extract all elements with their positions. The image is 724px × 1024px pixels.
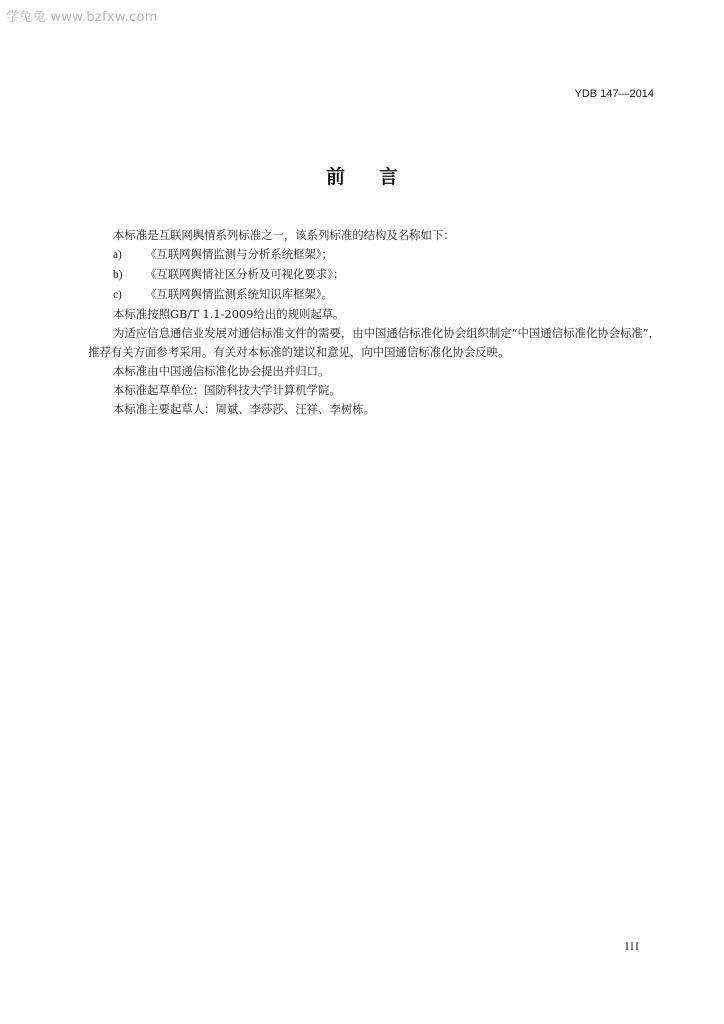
page-number: III [625, 939, 640, 953]
drafting-rules-paragraph: 本标准按照GB/T 1.1-2009给出的规则起草。 [113, 307, 345, 321]
list-item [88, 245, 660, 265]
list-marker: c) [113, 289, 122, 301]
document-body [88, 226, 660, 419]
drafting-unit-paragraph: 本标准起草单位：国防科技大学计算机学院。 [113, 383, 341, 397]
drafters-paragraph: 本标准主要起草人：周斌、李莎莎、汪祥、李树栋。 [113, 402, 375, 416]
list-marker: b) [113, 269, 123, 281]
standard-code: YDB 147—2014 [574, 88, 654, 100]
page-title: 前言 [325, 166, 432, 188]
list-item-text: 《互联网舆情监测系统知识库框架》。 [145, 287, 333, 301]
watermark-text: 学兔兔 www.bzfxw.com [6, 10, 158, 25]
intro-paragraph: 本标准是互联网舆情系列标准之一，该系列标准的结构及名称如下： [113, 228, 455, 242]
list-marker: a) [113, 249, 122, 261]
purpose-paragraph: 为适应信息通信业发展对通信标准文件的需要，由中国通信标准化协会组织制定“中国通信标准化协会标准”，推荐有关方面参考采用。有关对本标准的建议和意见，向中国通信标准化协会反映。 [88, 326, 661, 359]
list-item [88, 265, 660, 285]
proposer-paragraph: 本标准由中国通信标准化协会提出并归口。 [113, 364, 330, 378]
list-item [88, 285, 660, 305]
list-item-text: 《互联网舆情监测与分析系统框架》； [145, 247, 333, 261]
list-item-text: 《互联网舆情社区分析及可视化要求》； [145, 267, 345, 281]
